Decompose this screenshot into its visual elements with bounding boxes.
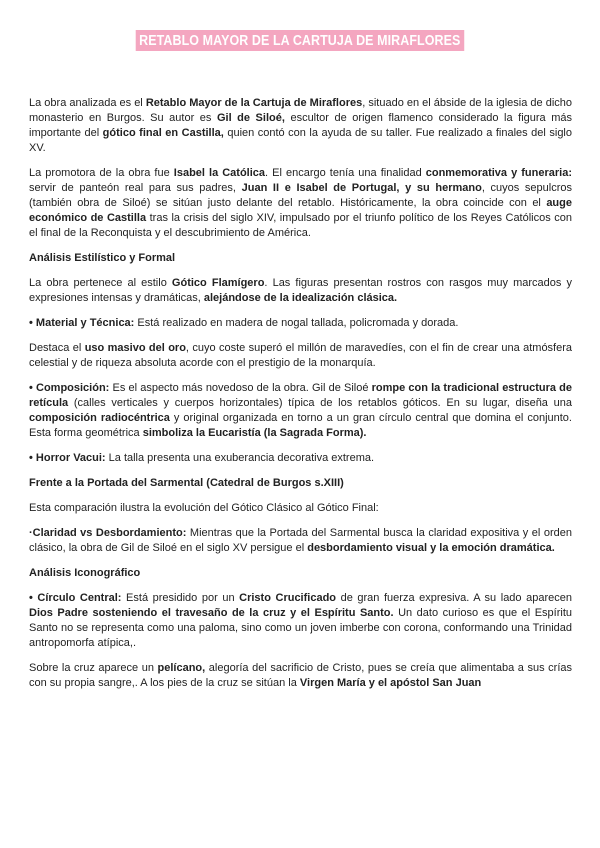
pelican-paragraph (29, 661, 572, 691)
text-run: Mientras que la Portada del Sarmental busca la claridad expositiva y el orden clásico, la obra de Gil de Siloé en el siglo XV persigue el (29, 527, 572, 554)
bold-run: gótico final en Castilla, (102, 127, 224, 139)
bold-run: • Horror Vacui: (29, 452, 106, 464)
bold-run: desbordamiento visual y la emoción dramática. (307, 542, 555, 554)
gold-paragraph (29, 341, 572, 371)
bold-run: • Composición: (29, 382, 110, 394)
comparison-intro-paragraph: Esta comparación ilustra la evolución del Gótico Clásico al Gótico Final: (29, 502, 379, 514)
clarity-paragraph (29, 526, 572, 556)
text-run: , cuyo coste superó el millón de maravedíes, con el fin de crear una atmósfera celestial y de riqueza absoluta acorde con el prestigio de la monarquía. (29, 342, 573, 369)
text-run: La promotora de la obra fue (29, 167, 174, 179)
bold-run: Isabel la Católica (173, 167, 266, 179)
bold-run: auge económico de Castilla (29, 197, 572, 224)
text-run: Es el aspecto más novedoso de la obra. Gil de Siloé (109, 382, 372, 394)
text-run: tras la crisis del siglo XIV, impulsado por el triunfo político de los Reyes Católicos con el final de la Reconquista y el descubrimiento de América. (29, 212, 572, 239)
text-run: alegoría del sacrificio de Cristo, pues se creía que alimentaba a sus crías con su propia sangre,. A los pies de la cruz se sitúan la (29, 662, 572, 689)
text-run: La talla presenta una exuberancia decorativa extrema. (105, 452, 375, 464)
text-run: de gran fuerza expresiva. A su lado aparecen (336, 592, 572, 604)
document-title: RETABLO MAYOR DE LA CARTUJA DE MIRAFLORES (136, 30, 464, 51)
text-run: , cuyos sepulcros (también obra de Siloé) se sitúan justo delante del retablo. Históricamente, la obra coincide con el (29, 182, 572, 209)
text-run: y original organizada en torno a un gran círculo central que domina el conjunto. Esta forma geométrica (29, 412, 572, 439)
bold-run: ·Claridad vs Desbordamiento: (29, 527, 187, 539)
text-run: quien contó con la ayuda de su taller. Fue realizado a finales del siglo XV. (29, 127, 572, 154)
text-run: , situado en el ábside de la iglesia de dicho monasterio en Burgos. Su autor es (29, 97, 573, 124)
text-run: Está realizado en madera de nogal tallada, policromada y dorada. (134, 317, 459, 329)
bold-run: Retablo Mayor de la Cartuja de Miraflores (145, 97, 363, 109)
bold-run: pelícano, (157, 662, 206, 674)
bold-run: Virgen María y el apóstol San Juan (299, 677, 482, 689)
bold-run: conmemorativa y funeraria: (425, 167, 572, 179)
text-run: escultor de origen flamenco considerado la figura más importante del (29, 112, 572, 139)
title-container (0, 30, 600, 51)
bold-run: Gótico Flamígero (171, 277, 265, 289)
bold-run: rompe con la tradicional estructura de retícula (29, 382, 572, 409)
bold-run: • Material y Técnica: (29, 317, 135, 329)
text-run: Sobre la cruz aparece un (29, 662, 158, 674)
bold-run: Cristo Crucificado (239, 592, 337, 604)
section-heading-iconography: Análisis Iconográfico (29, 567, 141, 579)
document-body (29, 96, 572, 691)
text-run: Un dato curioso es que el Espíritu Santo no se representa como una paloma, sino como un joven imberbe con corona, conformando una Trinidad antropomorfa atípica,. (29, 607, 572, 649)
central-circle-paragraph (29, 591, 572, 651)
bold-run: Dios Padre sosteniendo el travesaño de la cruz y el Espíritu Santo. (29, 607, 394, 619)
material-paragraph (29, 316, 572, 331)
intro-paragraph (29, 96, 572, 156)
text-run: . Las figuras presentan rostros con rasgos muy marcados y expresiones intensas y dramáticas, (29, 277, 572, 304)
section-heading-style: Análisis Estilístico y Formal (29, 252, 176, 264)
text-run: Destaca el (29, 342, 85, 354)
bold-run: Juan II e Isabel de Portugal, y su hermano (241, 182, 482, 194)
text-run: Está presidido por un (121, 592, 240, 604)
horror-vacui-paragraph (29, 451, 572, 466)
bold-run: • Círculo Central: (29, 592, 122, 604)
section-heading-sarmental: Frente a la Portada del Sarmental (Catedral de Burgos s.XIII) (29, 477, 344, 489)
bold-run: Gil de Siloé, (216, 112, 285, 124)
bold-run: uso masivo del oro (84, 342, 186, 354)
text-run: (calles verticales y cuerpos horizontales) típica de los retablos góticos. En su lugar, diseña una (68, 397, 572, 409)
text-run: . El encargo tenía una finalidad (265, 167, 426, 179)
text-run: La obra pertenece al estilo (29, 277, 172, 289)
text-run: servir de panteón real para sus padres, (29, 182, 242, 194)
bold-run: composición radiocéntrica (29, 412, 170, 424)
style-paragraph (29, 276, 572, 306)
composition-paragraph (29, 381, 572, 441)
text-run: La obra analizada es el (29, 97, 146, 109)
bold-run: alejándose de la idealización clásica. (203, 292, 398, 304)
promoter-paragraph (29, 166, 572, 241)
bold-run: simboliza la Eucaristía (la Sagrada Forma). (142, 427, 367, 439)
